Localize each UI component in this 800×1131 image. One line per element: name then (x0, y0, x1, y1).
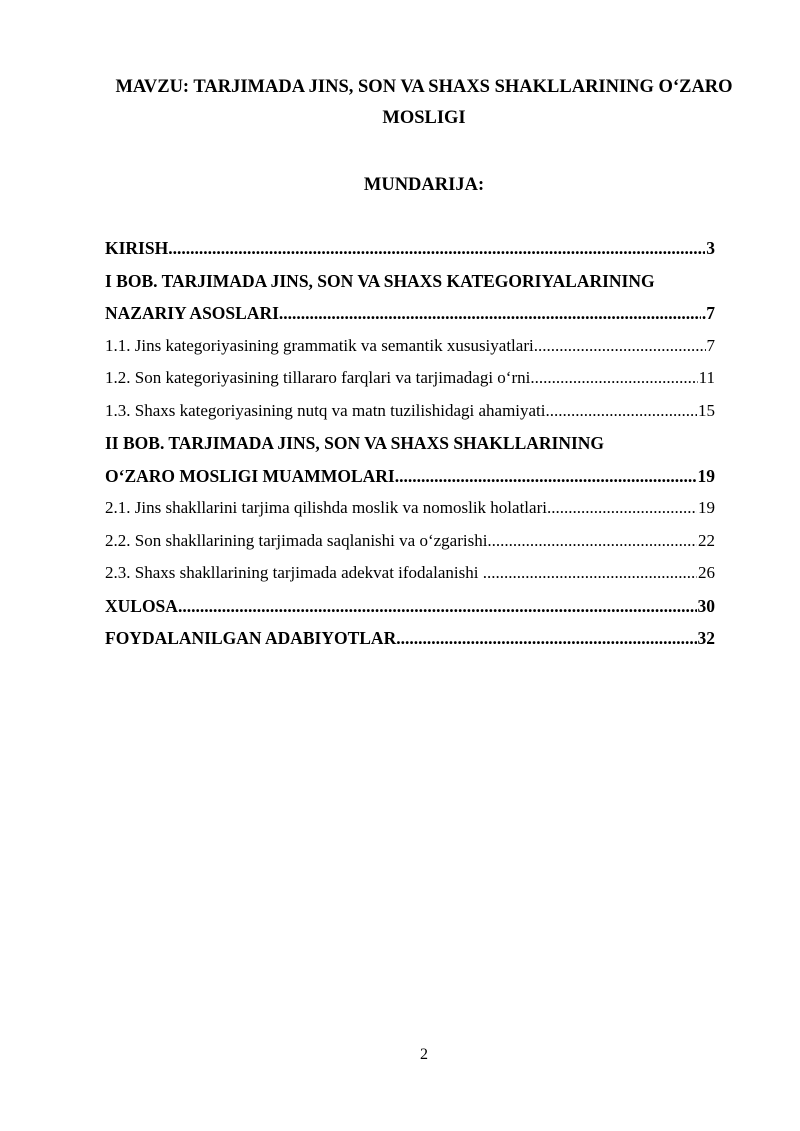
toc-entry-label: FOYDALANILGAN ADABIYOTLAR (105, 628, 397, 648)
toc-leader-dots (547, 492, 697, 525)
toc-entry-page: 11 (698, 368, 715, 387)
toc-entry-adabiyotlar[interactable] (105, 622, 715, 655)
toc-entry-chapter-1[interactable] (105, 297, 715, 330)
toc-leader-dots (178, 590, 697, 623)
toc-entry-xulosa[interactable] (105, 590, 715, 623)
toc-entry-page: 22 (698, 530, 715, 550)
toc-entry-page: .7 (701, 303, 715, 323)
toc-leader-dots (168, 232, 705, 265)
toc-entry-label: 2.1. Jins shakllarini tarjima qilishda moslik va nomoslik holatlari (105, 498, 547, 517)
toc-entry-1-2[interactable] (105, 362, 715, 395)
toc-entry-label: NAZARIY ASOSLARI (105, 303, 279, 323)
toc-entry-chapter-2[interactable] (105, 460, 715, 493)
title-line-1: MAVZU: TARJIMADA JINS, SON VA SHAXS SHAKLLARINING O‘ZARO (115, 77, 733, 97)
toc-entry-label: XULOSA (105, 595, 178, 616)
toc-leader-dots (546, 395, 697, 428)
toc-leader-dots (530, 362, 697, 395)
toc-entry-page: 7 (706, 335, 715, 355)
toc-entry-label: 1.2. Son kategoriyasining tillararo farqlari va tarjimadagi o‘rni (105, 368, 531, 387)
toc-leader-dots (279, 297, 701, 330)
toc-entry-label: O‘ZARO MOSLIGI MUAMMOLARI (105, 465, 395, 486)
toc-leader-dots (483, 557, 697, 590)
toc-entry-1-1[interactable] (105, 330, 715, 363)
document-title (96, 72, 752, 134)
toc-entry-label: 2.2. Son shakllarining tarjimada saqlanishi va o‘zgarishi (105, 530, 488, 550)
toc-entry-page: 15 (698, 400, 715, 420)
toc-entry-label: 2.3. Shaxs shakllarining tarjimada adekvat ifodalanishi (105, 563, 483, 582)
toc-entry-label: KIRISH (105, 238, 169, 258)
toc-entry-label: 1.1. Jins kategoriyasining grammatik va semantik xususiyatlari (105, 335, 534, 355)
toc-entry-2-3[interactable] (105, 557, 715, 590)
toc-chapter-1-heading[interactable]: I BOB. TARJIMADA JINS, SON VA SHAXS KATEGORIYALARINING (105, 270, 655, 291)
toc-chapter-2-heading[interactable]: II BOB. TARJIMADA JINS, SON VA SHAXS SHAKLLARINING (105, 433, 605, 453)
toc-entry-page: 19 (698, 498, 715, 517)
toc-entry-page: 3 (706, 238, 715, 258)
toc-entry-page: 19 (697, 465, 715, 486)
toc-heading: MUNDARIJA: (363, 175, 485, 195)
toc-entry-1-3[interactable] (105, 395, 715, 428)
toc-entry-page: 26 (698, 563, 715, 582)
toc-leader-dots (487, 525, 697, 558)
title-line-2: MOSLIGI (382, 108, 466, 128)
toc-entry-label: 1.3. Shaxs kategoriyasining nutq va matn tuzilishidagi ahamiyati (105, 400, 546, 420)
toc-entry-2-1[interactable] (105, 492, 715, 525)
toc-leader-dots (395, 460, 697, 493)
toc-entry-page: 32 (697, 628, 715, 648)
table-of-contents (105, 232, 715, 655)
toc-leader-dots (534, 330, 706, 363)
toc-entry-kirish[interactable] (105, 232, 715, 265)
toc-entry-page: 30 (697, 595, 715, 616)
page-number: 2 (420, 1046, 428, 1063)
toc-entry-2-2[interactable] (105, 525, 715, 558)
toc-leader-dots (396, 622, 696, 655)
